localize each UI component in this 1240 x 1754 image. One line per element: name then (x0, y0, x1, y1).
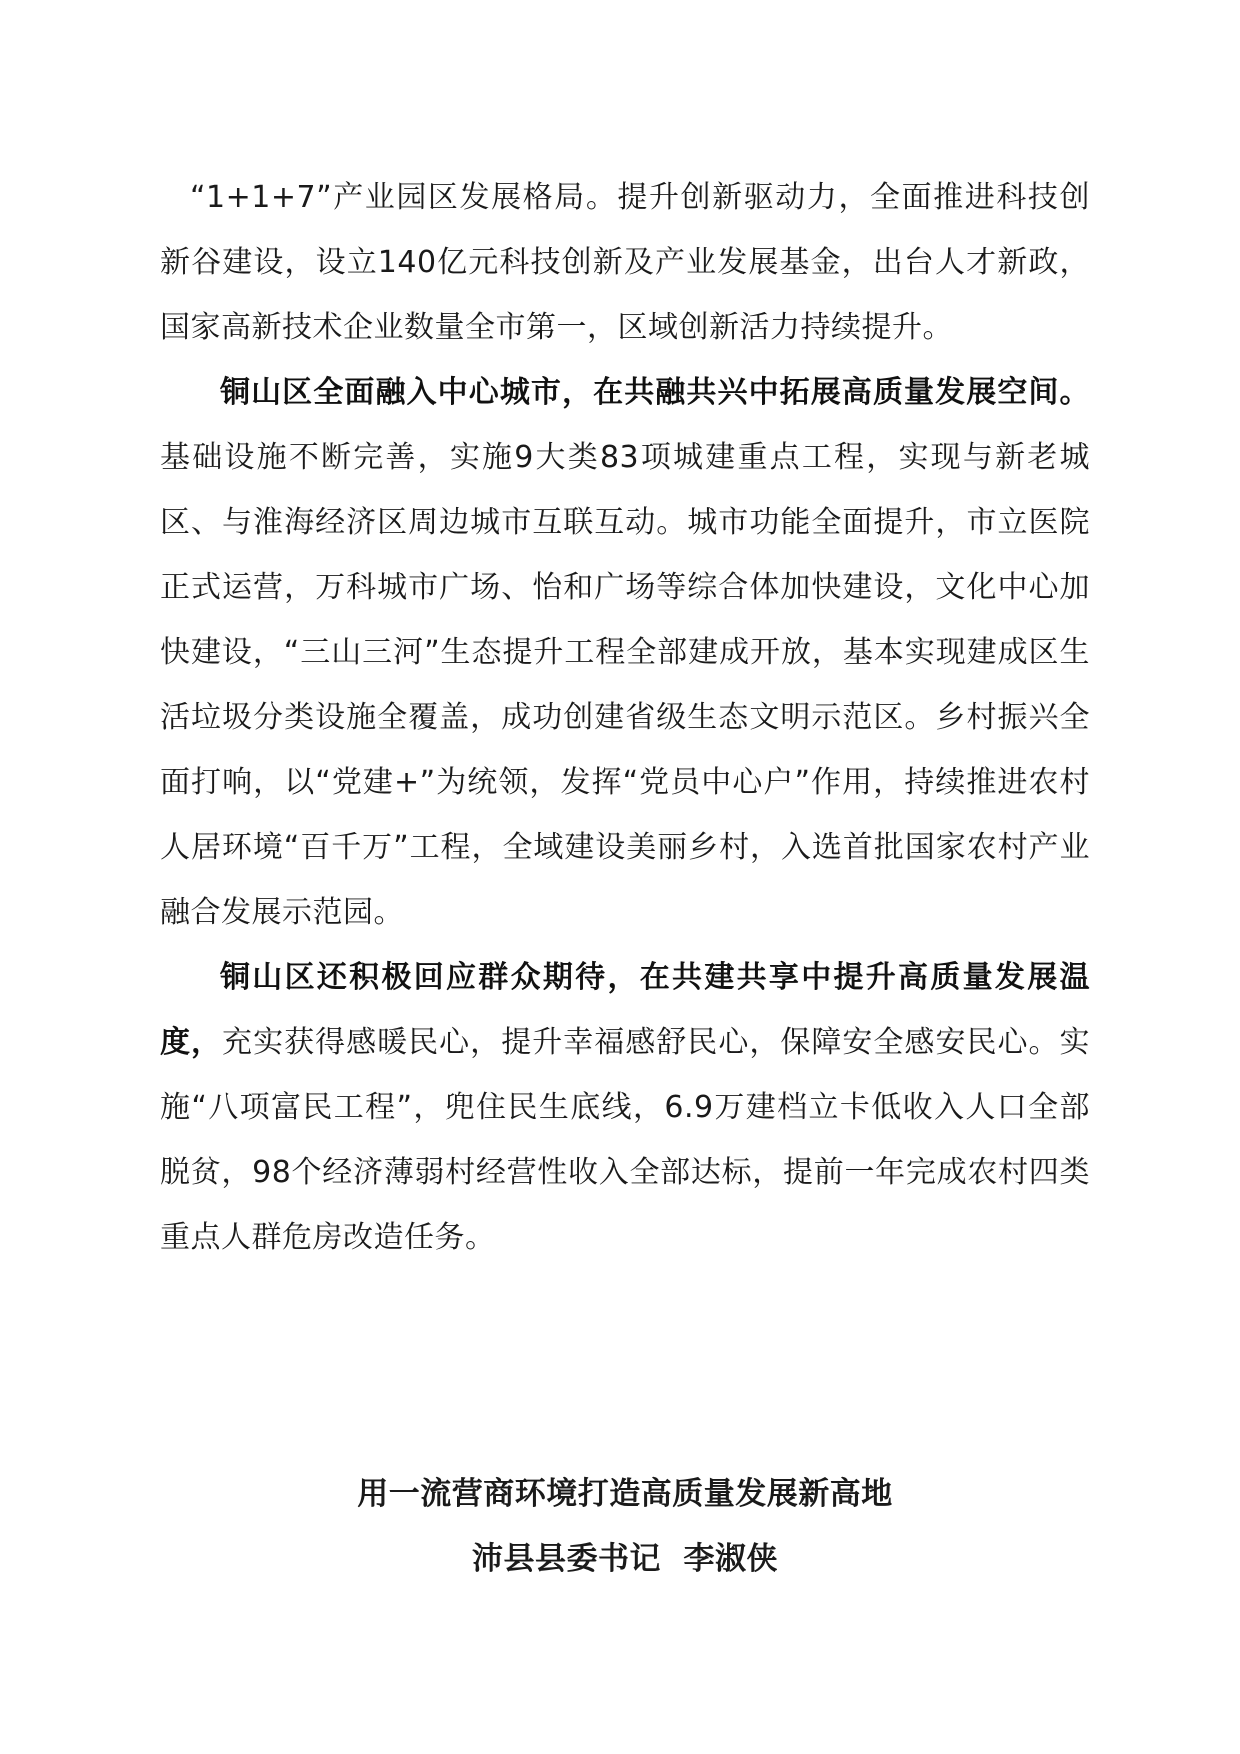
section-title: 用一流营商环境打造高质量发展新高地 (357, 1476, 893, 1512)
paragraph-text: 基础设施不断完善，实施9大类83项城建重点工程，实现与新老城区、与淮海经济区周边城市互联互动。城市功能全面提升，市立医院正式运营，万科城市广场、怡和广场等综合体加快建设，文化中心加快建设，“三山三河”生态提升工程全部建成开放，基本实现建成区生活垃圾分类设施全覆盖，成功创建省级生态文明示范区。乡村振兴全面打响，以“党建+”为统领，发挥“党员中心户”作用，持续推进农村人居环境“百千万”工程，全域建设美丽乡村，入选首批国家农村产业融合发展示范园。 (160, 440, 1090, 930)
paragraph-tongshan-integration (160, 360, 1090, 945)
paragraph-lead: 铜山区全面融入中心城市，在共融共兴中拓展高质量发展空间。 (220, 375, 1090, 410)
section-author: 沛县县委书记 李淑侠 (471, 1541, 779, 1577)
paragraph-text: 充实获得感暖民心，提升幸福感舒民心，保障安全感安民心。实施“八项富民工程”，兜住民生底线，6.9万建档立卡低收入人口全部脱贫，98个经济薄弱村经营性收入全部达标，提前一年完成农村四类重点人群危房改造任务。 (160, 1025, 1091, 1255)
paragraph-text: “1+1+7”产业园区发展格局。提升创新驱动力，全面推进科技创新谷建设，设立140亿元科技创新及产业发展基金，出台人才新政，国家高新技术企业数量全市第一，区域创新活力持续提升。 (160, 180, 1090, 345)
paragraph-continuation (160, 165, 1090, 360)
body-text (160, 165, 1090, 1270)
paragraph-lead: 铜山区还积极回应群众期待，在共建共享中提升高质量发展温度， (160, 960, 1090, 1060)
paragraph-tongshan-wellbeing (160, 945, 1090, 1270)
